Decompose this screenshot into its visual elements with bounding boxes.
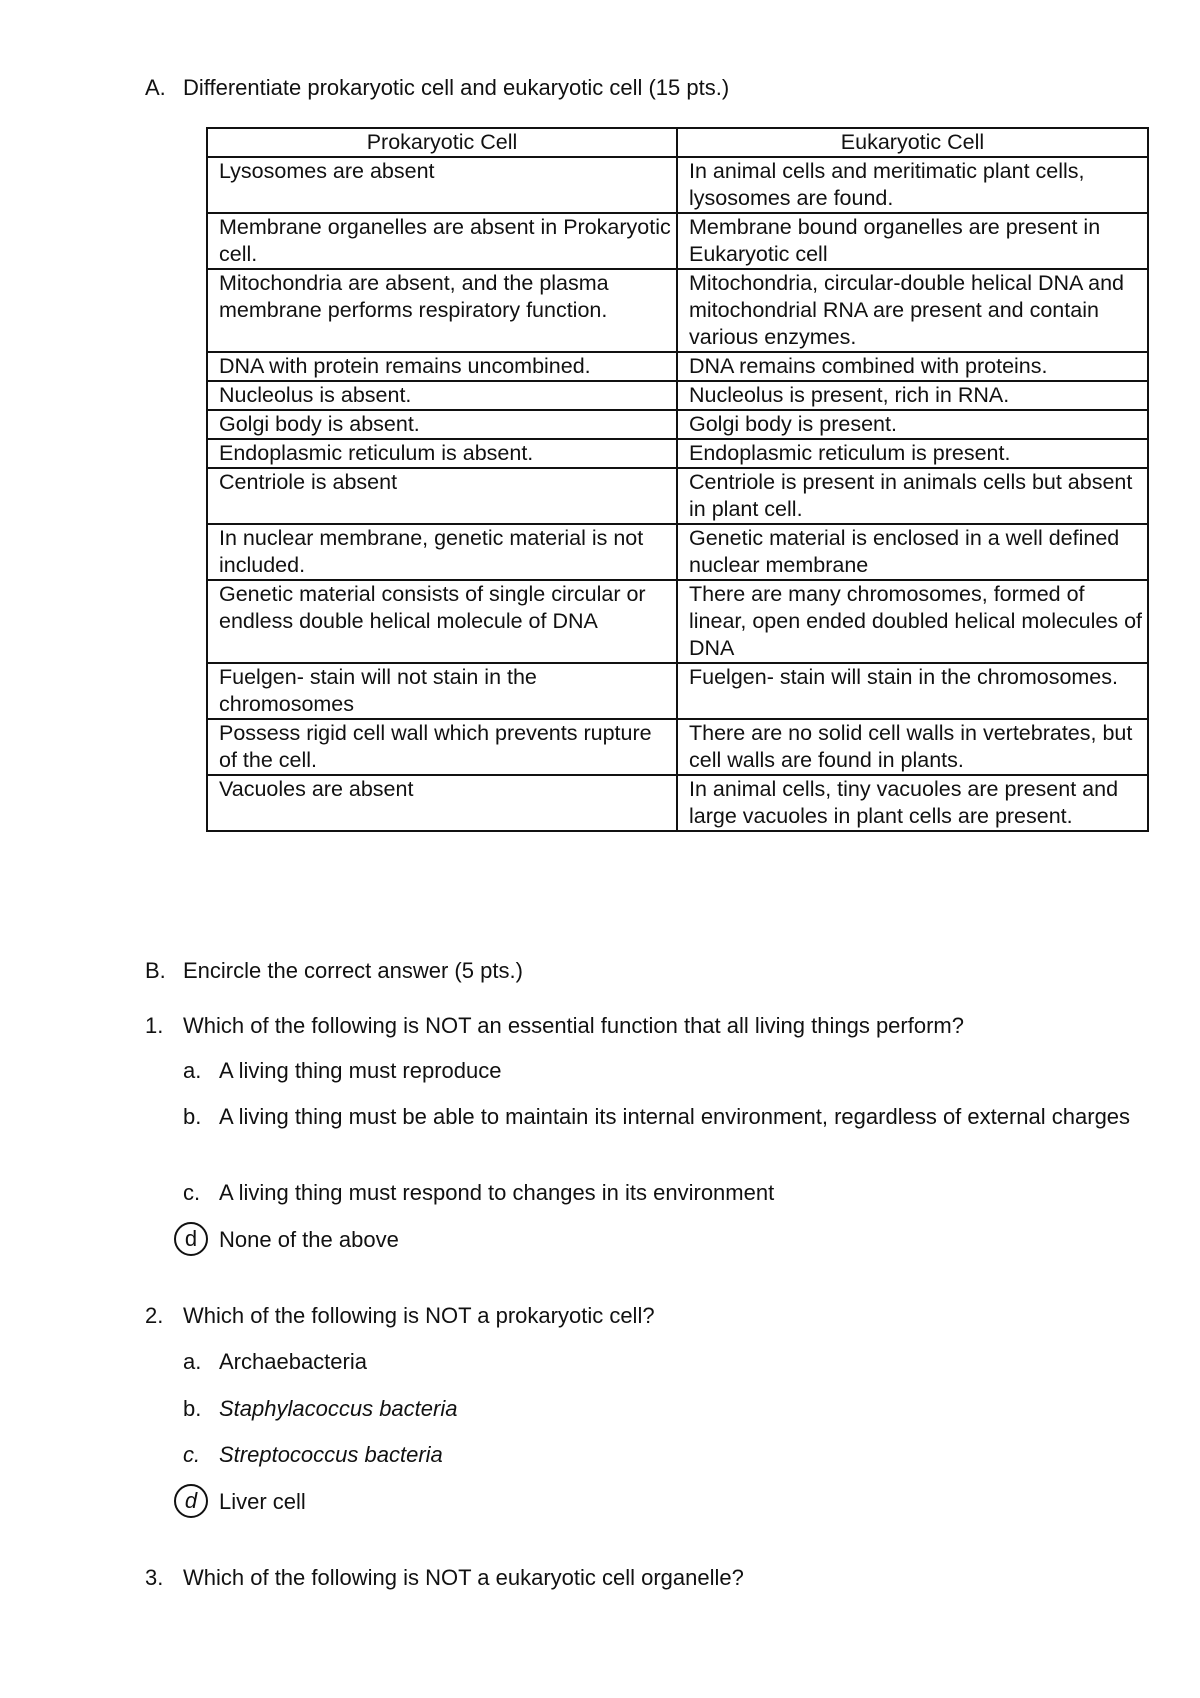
question-2-option-d-selected[interactable] xyxy=(183,1487,1143,1517)
option-text: Staphylacoccus bacteria xyxy=(219,1396,458,1421)
eukaryotic-cell: Genetic material is enclosed in a well defined nuclear membrane xyxy=(677,524,1148,580)
question-2-option-b[interactable] xyxy=(183,1394,1143,1424)
eukaryotic-cell: There are no solid cell walls in vertebrates, but cell walls are found in plants. xyxy=(677,719,1148,775)
table-row xyxy=(207,775,1148,831)
prokaryotic-cell: Endoplasmic reticulum is absent. xyxy=(207,439,677,468)
prokaryotic-cell: Fuelgen- stain will not stain in the chromosomes xyxy=(207,663,677,719)
question-1-option-b[interactable] xyxy=(183,1102,1143,1132)
table-row xyxy=(207,663,1148,719)
table-row xyxy=(207,269,1148,352)
question-1-option-a[interactable] xyxy=(183,1056,1143,1086)
question-2-option-a[interactable] xyxy=(183,1347,1143,1377)
option-text: A living thing must respond to changes in its environment xyxy=(219,1180,775,1205)
table-header-row xyxy=(207,128,1148,157)
question-number: 3. xyxy=(145,1565,164,1590)
table-row xyxy=(207,381,1148,410)
prokaryotic-cell: Mitochondria are absent, and the plasma membrane performs respiratory function. xyxy=(207,269,677,352)
eukaryotic-cell: DNA remains combined with proteins. xyxy=(677,352,1148,381)
table-row xyxy=(207,157,1148,213)
prokaryotic-cell: Lysosomes are absent xyxy=(207,157,677,213)
prokaryotic-cell: Golgi body is absent. xyxy=(207,410,677,439)
eukaryotic-cell: Golgi body is present. xyxy=(677,410,1148,439)
eukaryotic-cell: Mitochondria, circular-double helical DNA and mitochondrial RNA are present and contain various enzymes. xyxy=(677,269,1148,352)
option-letter: b. xyxy=(183,1396,202,1421)
table-row xyxy=(207,468,1148,524)
option-text: Liver cell xyxy=(219,1489,306,1514)
eukaryotic-cell: Endoplasmic reticulum is present. xyxy=(677,439,1148,468)
prokaryotic-cell: Nucleolus is absent. xyxy=(207,381,677,410)
table-row xyxy=(207,439,1148,468)
question-2-option-c[interactable] xyxy=(183,1440,1143,1470)
cell-comparison-table xyxy=(206,127,1149,832)
table-row xyxy=(207,410,1148,439)
option-letter: a. xyxy=(183,1349,202,1374)
question-3 xyxy=(145,1565,744,1591)
section-a-title: Differentiate prokaryotic cell and eukaryotic cell (15 pts.) xyxy=(183,75,730,100)
option-text: A living thing must be able to maintain its internal environment, regardless of external charges xyxy=(219,1104,1131,1129)
table-row xyxy=(207,580,1148,663)
prokaryotic-cell: DNA with protein remains uncombined. xyxy=(207,352,677,381)
prokaryotic-cell: Vacuoles are absent xyxy=(207,775,677,831)
section-b-marker: B. xyxy=(145,958,166,983)
table-row xyxy=(207,352,1148,381)
question-text: Which of the following is NOT an essential function that all living things perform? xyxy=(183,1013,964,1038)
section-b-heading xyxy=(145,958,523,984)
option-text: Streptococcus bacteria xyxy=(219,1442,443,1467)
circled-answer-marker: d xyxy=(174,1484,208,1518)
question-number: 2. xyxy=(145,1303,164,1328)
prokaryotic-cell: In nuclear membrane, genetic material is not included. xyxy=(207,524,677,580)
circled-answer-marker: d xyxy=(174,1222,208,1256)
section-a-heading xyxy=(145,75,729,101)
option-text: None of the above xyxy=(219,1227,399,1252)
eukaryotic-cell: Fuelgen- stain will stain in the chromosomes. xyxy=(677,663,1148,719)
prokaryotic-cell: Centriole is absent xyxy=(207,468,677,524)
option-letter: b. xyxy=(183,1104,202,1129)
eukaryotic-cell: In animal cells, tiny vacuoles are present and large vacuoles in plant cells are present. xyxy=(677,775,1148,831)
question-1 xyxy=(145,1013,964,1039)
question-1-option-d-selected[interactable] xyxy=(183,1225,1143,1255)
eukaryotic-cell: Nucleolus is present, rich in RNA. xyxy=(677,381,1148,410)
eukaryotic-cell: In animal cells and meritimatic plant cells, lysosomes are found. xyxy=(677,157,1148,213)
question-1-option-c[interactable] xyxy=(183,1178,1143,1208)
question-text: Which of the following is NOT a eukaryotic cell organelle? xyxy=(183,1565,744,1590)
option-letter: c. xyxy=(183,1180,201,1205)
question-2 xyxy=(145,1303,655,1329)
table-row xyxy=(207,213,1148,269)
prokaryotic-cell: Genetic material consists of single circular or endless double helical molecule of DNA xyxy=(207,580,677,663)
eukaryotic-cell: Centriole is present in animals cells but absent in plant cell. xyxy=(677,468,1148,524)
question-number: 1. xyxy=(145,1013,164,1038)
option-text: A living thing must reproduce xyxy=(219,1058,502,1083)
question-text: Which of the following is NOT a prokaryotic cell? xyxy=(183,1303,655,1328)
option-text: Archaebacteria xyxy=(219,1349,367,1374)
option-letter: c. xyxy=(183,1442,201,1467)
eukaryotic-cell: There are many chromosomes, formed of linear, open ended doubled helical molecules of DNA xyxy=(677,580,1148,663)
section-b-title: Encircle the correct answer (5 pts.) xyxy=(183,958,523,983)
table-row xyxy=(207,719,1148,775)
prokaryotic-cell: Membrane organelles are absent in Prokaryotic cell. xyxy=(207,213,677,269)
eukaryotic-cell: Membrane bound organelles are present in Eukaryotic cell xyxy=(677,213,1148,269)
header-eukaryotic: Eukaryotic Cell xyxy=(677,128,1148,157)
prokaryotic-cell: Possess rigid cell wall which prevents rupture of the cell. xyxy=(207,719,677,775)
header-prokaryotic: Prokaryotic Cell xyxy=(207,128,677,157)
table-row xyxy=(207,524,1148,580)
section-a-marker: A. xyxy=(145,75,166,100)
option-letter: a. xyxy=(183,1058,202,1083)
